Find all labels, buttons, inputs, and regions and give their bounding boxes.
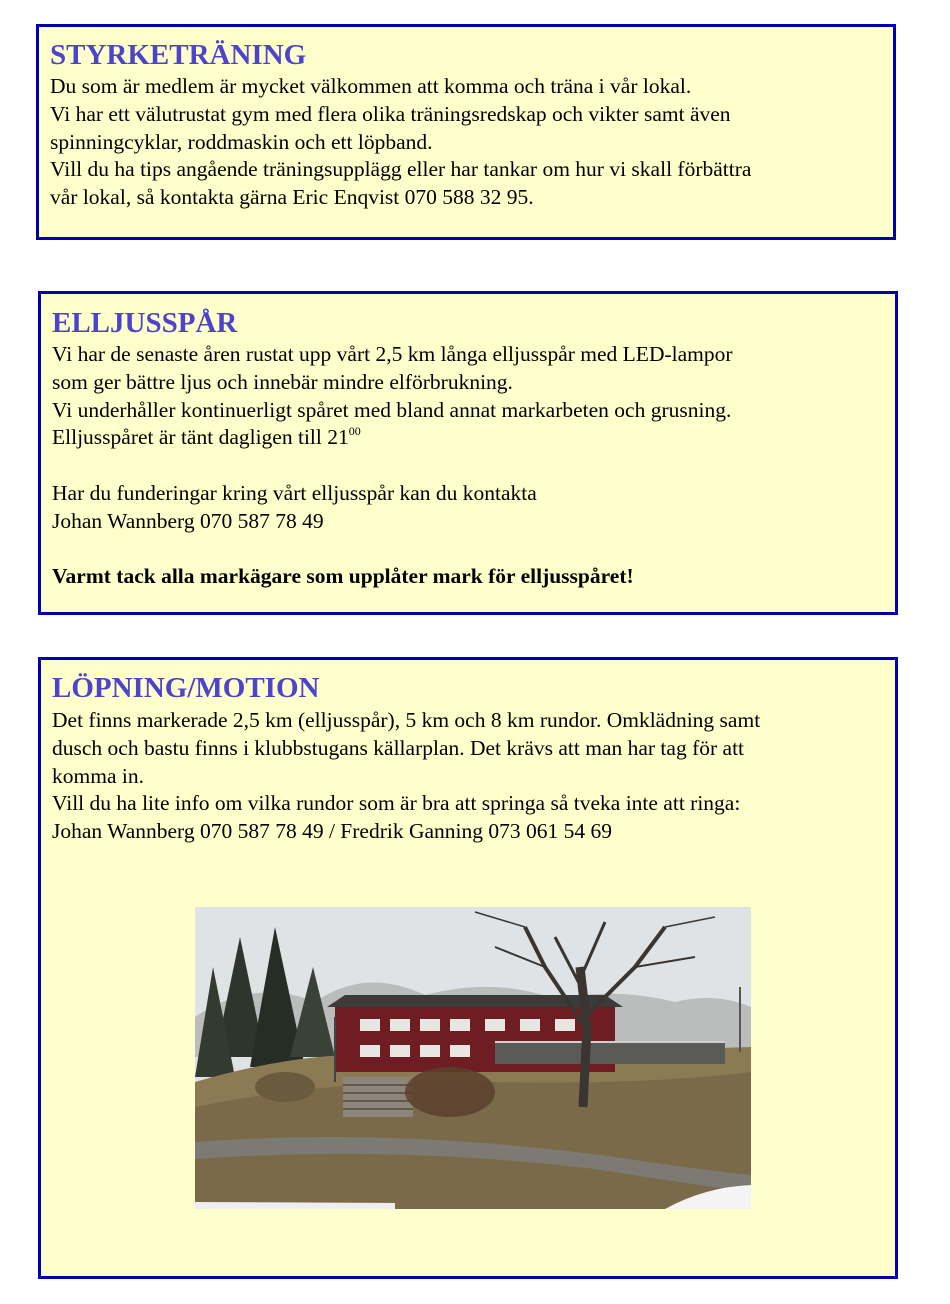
body-line: Du som är medlem är mycket välkommen att komma och träna i vår lokal.: [50, 74, 692, 98]
body-line: Vill du ha tips angående träningsupplägg eller har tankar om hur vi skall förbättra: [50, 157, 752, 182]
section-title: LÖPNING/MOTION: [52, 672, 320, 704]
lit-hours-minutes: 00: [348, 424, 361, 439]
section-title: ELLJUSSPÅR: [52, 307, 238, 339]
body-line: Vill du ha lite info om vilka rundor som är bra att springa så tveka inte att ringa:: [52, 791, 741, 816]
body-line: Har du funderingar kring vårt elljusspår kan du kontakta: [52, 480, 537, 505]
body-line: komma in.: [52, 763, 144, 788]
section-body: [52, 341, 885, 591]
body-line: Vi har de senaste åren rustat upp vårt 2,5 km långa elljusspår med LED-lampor: [52, 342, 733, 366]
lit-hours-text: Elljusspåret är tänt dagligen till 21: [52, 425, 349, 450]
body-line: vår lokal, så kontakta gärna Eric Enqvist 070 588 32 95.: [50, 185, 534, 210]
clubhouse-photo: [195, 907, 751, 1209]
section-body: [52, 707, 885, 846]
body-line: spinningcyklar, roddmaskin och ett löpband.: [50, 129, 433, 154]
section-elljusspar: [38, 291, 898, 615]
thanks-line: Varmt tack alla markägare som upplåter mark för elljusspåret!: [52, 564, 634, 589]
body-line: Vi har ett välutrustat gym med flera olika träningsredskap och vikter samt även: [50, 101, 731, 126]
body-line: Vi underhåller kontinuerligt spåret med bland annat markarbeten och grusning.: [52, 397, 732, 422]
section-body: [50, 73, 883, 212]
body-line: dusch och bastu finns i klubbstugans källarplan. Det krävs att man har tag för att: [52, 735, 745, 760]
body-line: Johan Wannberg 070 587 78 49 / Fredrik Ganning 073 061 54 69: [52, 819, 613, 844]
section-title: STYRKETRÄNING: [50, 39, 307, 71]
body-line: Johan Wannberg 070 587 78 49: [52, 508, 324, 533]
body-line: som ger bättre ljus och innebär mindre elförbrukning.: [52, 369, 513, 394]
lit-hours-line: [52, 424, 885, 452]
section-lopning-motion: [38, 657, 898, 1279]
body-line: Det finns markerade 2,5 km (elljusspår), 5 km och 8 km rundor. Omklädning samt: [52, 708, 761, 732]
section-styrketraning: [36, 24, 896, 240]
